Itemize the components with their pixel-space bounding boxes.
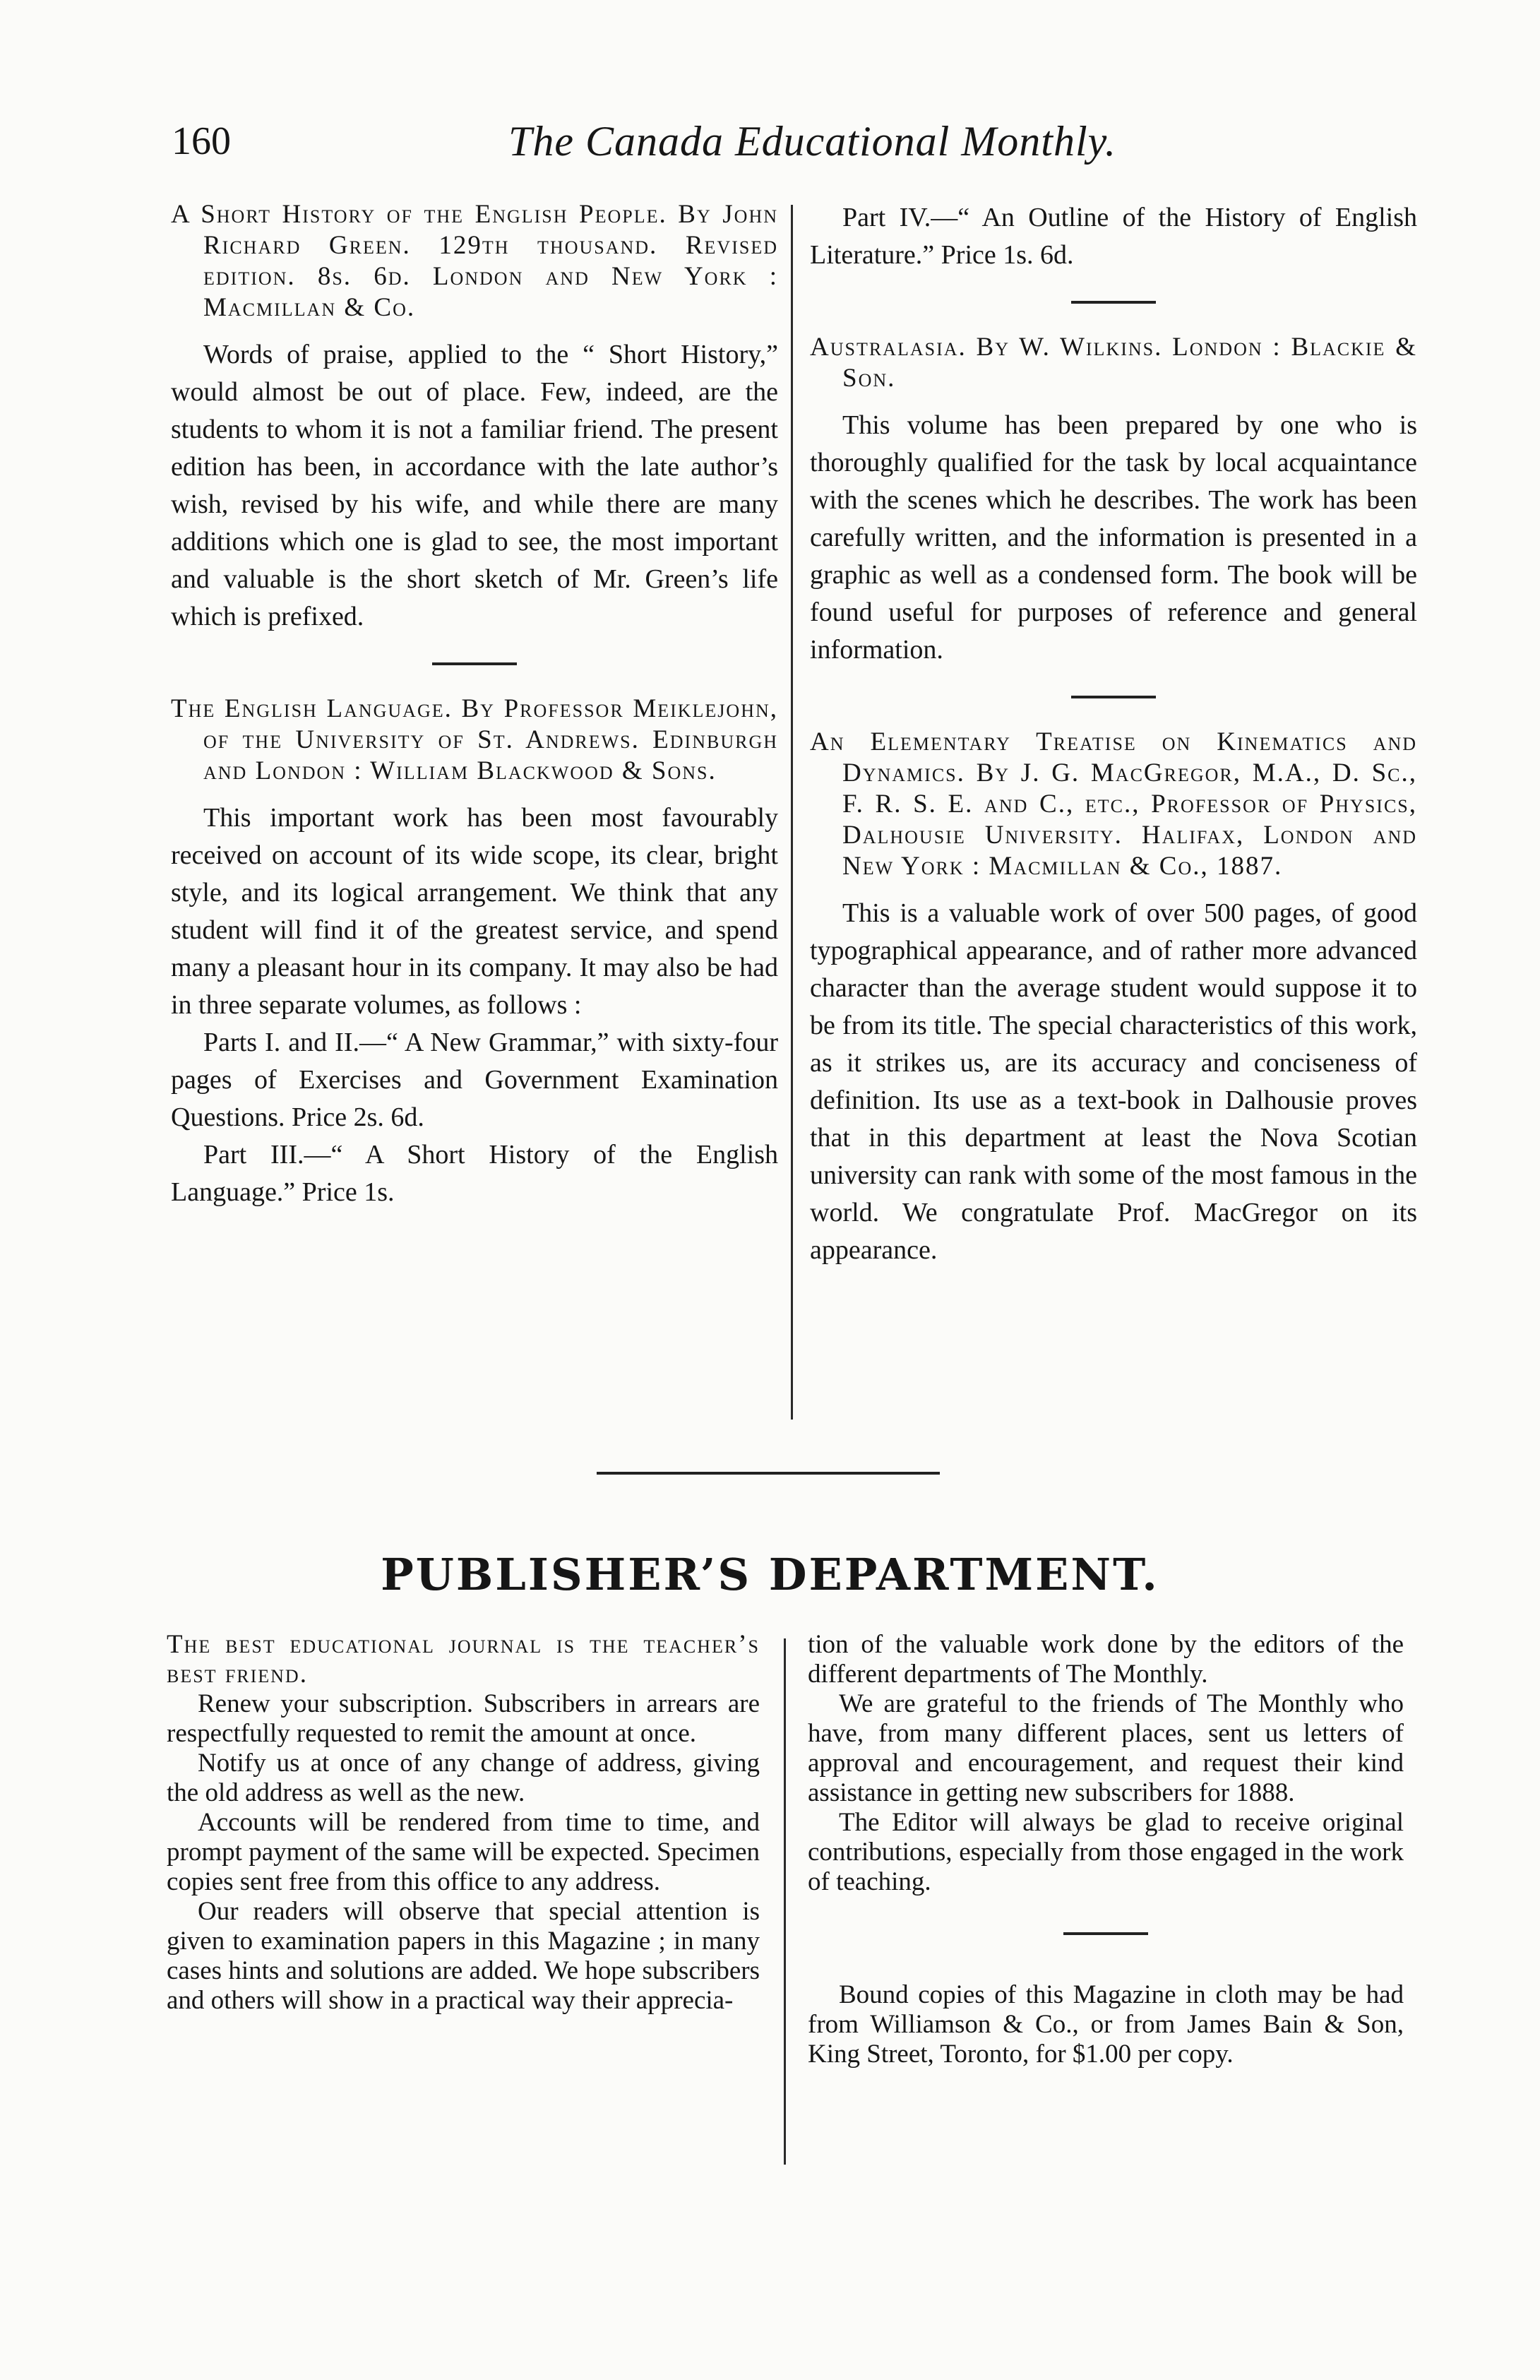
review-paragraph: Words of praise, applied to the “ Short History,” would almost be out of place. Few, indeed, are the students to whom it is not a familiar friend. The present edition has been, in accordance with the late author’s wish, revised by his wife, and while there are many additions which one is glad to see, the most important and valuable is the short sketch of Mr. Green’s life which is prefixed. [171, 340, 778, 631]
department-paragraph: We are grateful to the friends of The Monthly who have, from many different places, sent us letters of approval and encouragement, and request their kind assistance in getting new subscribers for 1888. [808, 1689, 1404, 1807]
section-rule [432, 662, 517, 665]
running-title: The Canada Educational Monthly. [508, 118, 1116, 165]
department-title: PUBLISHER’S DEPARTMENT. [381, 1549, 1159, 1600]
section-divider [597, 1472, 940, 1475]
department-paragraph: Renew your subscription. Subscribers in arrears are respectfully requested to remit the amount at once. [167, 1689, 760, 1748]
section-rule [1071, 301, 1156, 304]
reviews-left-column [171, 199, 778, 1231]
section-rule [1071, 696, 1156, 698]
department-paragraph: Bound copies of this Magazine in cloth may be had from Williamson & Co., or from James Bain & Son, King Street, Toronto, for $1.00 per copy. [808, 1980, 1404, 2069]
section-rule [1063, 1932, 1148, 1935]
review-paragraph: This important work has been most favourably received on account of its wide scope, its clear, bright style, and its logical arrangement. We think that any student will find it of the greatest service, and spend many a pleasant hour in its company. It may also be had in three separate volumes, as follows : [171, 803, 778, 1020]
column-divider-top [791, 205, 793, 1420]
column-divider-bottom [784, 1638, 786, 2165]
review-heading: Australasia. By W. Wilkins. London : Blackie & Son. [810, 333, 1417, 393]
review-entry [171, 694, 778, 1211]
review-entry [810, 199, 1417, 274]
review-entry [810, 727, 1417, 1269]
department-paragraph: The Editor will always be glad to receive original contributions, especially from those engaged in the work of teaching. [808, 1808, 1404, 1896]
review-heading: An Elementary Treatise on Kinematics and Dynamics. By J. G. MacGregor, M.A., D. Sc., F. R. S. E. and C., etc., Professor of Physics, Dalhousie University. Halifax, London and New York : Macmillan & Co., 1887. [810, 727, 1417, 881]
review-entry [810, 332, 1417, 669]
department-paragraph: Accounts will be rendered from time to time, and prompt payment of the same will be expected. Specimen copies sent free from this office to any address. [167, 1808, 760, 1896]
review-paragraph: Part IV.—“ An Outline of the History of English Literature.” Price 1s. 6d. [810, 203, 1417, 270]
reviews-right-column [810, 199, 1417, 1289]
department-lead: The best educational journal is the teacher’s best friend. [167, 1630, 760, 1689]
department-paragraph: tion of the valuable work done by the editors of the different departments of The Monthly. [808, 1630, 1404, 1689]
review-paragraph: Part III.—“ A Short History of the English Language.” Price 1s. [171, 1140, 778, 1207]
review-heading: The English Language. By Professor Meiklejohn, of the University of St. Andrews. Edinburgh and London : William Blackwood & Sons. [171, 694, 778, 785]
review-heading: A Short History of the English People. By John Richard Green. 129th thousand. Revised edition. 8s. 6d. London and New York : Macmillan & Co. [171, 200, 778, 322]
department-left-column [167, 1630, 760, 2016]
review-entry [171, 199, 778, 636]
review-paragraph: This is a valuable work of over 500 pages, of good typographical appearance, and of rather more advanced character than the average student would suppose it to be from its title. The special characteristics of this work, as it strikes us, are its accuracy and conciseness of definition. Its use as a text-book in Dalhousie proves that in this department at least the Nova Scotian university can rank with some of the most famous in the world. We congratulate Prof. MacGregor on its appearance. [810, 898, 1417, 1265]
department-paragraph: Notify us at once of any change of address, giving the old address as well as the new. [167, 1749, 760, 1807]
review-paragraph: This volume has been prepared by one who is thoroughly qualified for the task by local acquaintance with the scenes which he describes. The work has been carefully written, and the information is presented in a graphic as well as a condensed form. The book will be found useful for purposes of reference and general information. [810, 410, 1417, 665]
page-number: 160 [172, 119, 231, 163]
department-right-column [808, 1630, 1404, 2069]
review-paragraph: Parts I. and II.—“ A New Grammar,” with sixty-four pages of Exercises and Government Examination Questions. Price 2s. 6d. [171, 1028, 778, 1132]
department-paragraph: Our readers will observe that special attention is given to examination papers in this Magazine ; in many cases hints and solutions are added. We hope subscribers and others will show in a practical way their apprecia- [167, 1897, 760, 2015]
